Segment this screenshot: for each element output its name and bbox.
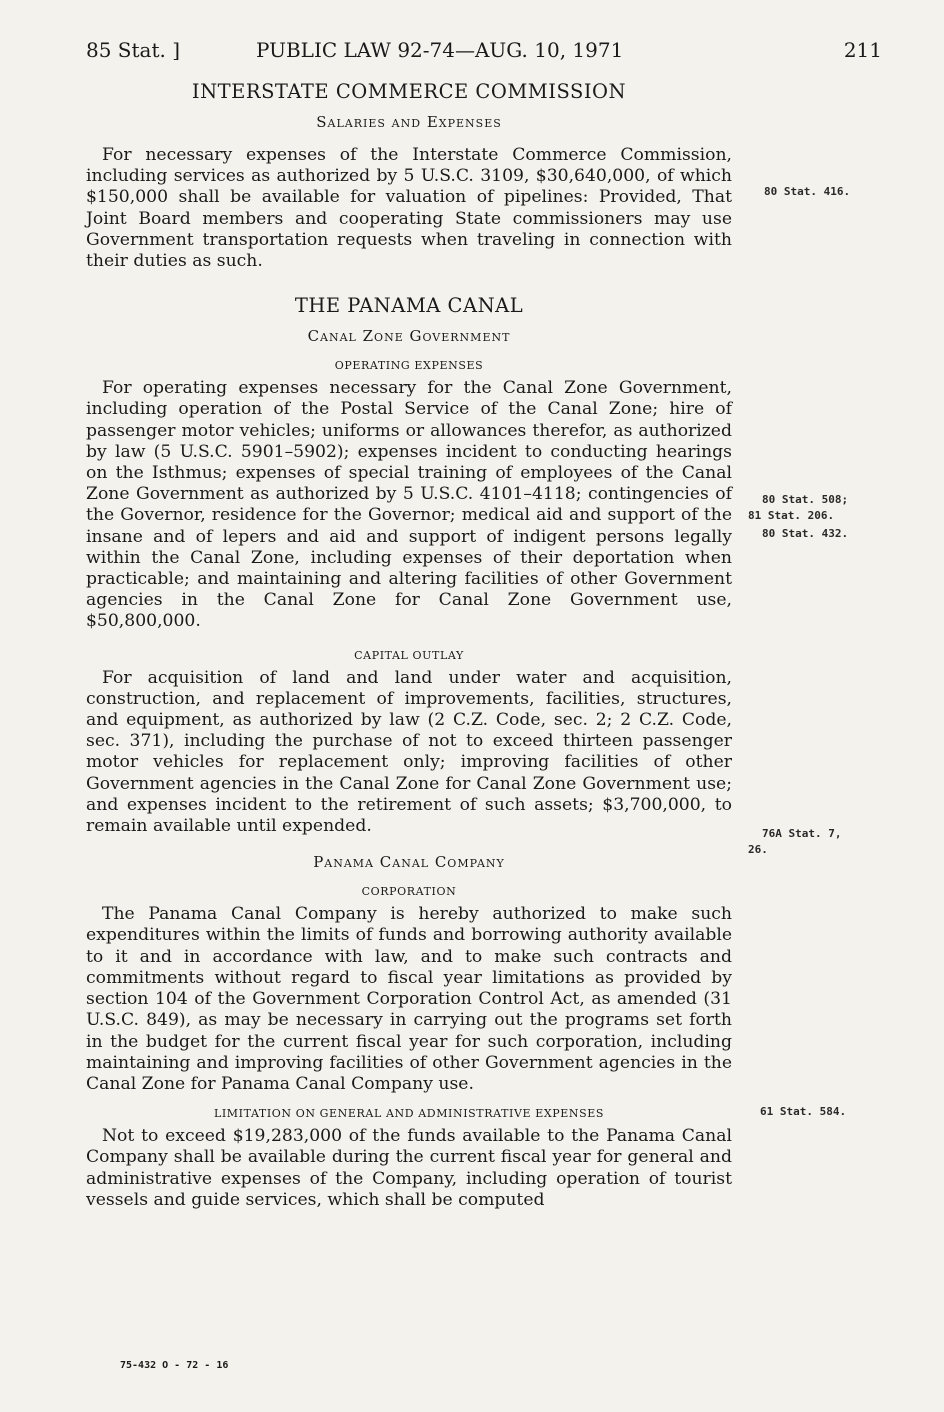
page-header — [86, 38, 882, 68]
capital-paragraph: For acquisition of land and land under water and acquisition, construction, and replacement of improvements, facilities, structures, and equipment, as authorized by law (2 C.Z. Code, sec. 2; 2 C.Z. Code, sec. 371), including the purchase of not to exceed thirteen passenger motor vehicles for replacement only; improving facilities of other Government agencies in the Canal Zone for Canal Zone Government use; and expenses incident to the retirement of such assets; $3,700,000, to remain available until expended. — [86, 667, 732, 837]
margin-note: 81 Stat. 206. — [748, 509, 835, 522]
margin-note: 80 Stat. 416. — [764, 185, 851, 198]
margin-note: 26. — [748, 843, 768, 856]
corporation-heading: CORPORATION — [361, 885, 457, 899]
icc-subheading: Salaries and Expenses — [316, 113, 502, 131]
margin-note: 80 Stat. 508; — [762, 493, 849, 506]
header-stat-ref: 85 Stat. ] — [86, 38, 181, 62]
margin-note: 61 Stat. 584. — [760, 1105, 847, 1118]
pcc-subheading: Panama Canal Company — [313, 853, 505, 872]
main-text — [86, 80, 732, 1211]
limitation-paragraph: Not to exceed $19,283,000 of the funds available to the Panama Canal Company shall be available during the current fiscal year for general and administrative expenses of the Company, including operation of tourist vessels and guide services, which shall be computed — [86, 1126, 732, 1210]
icc-paragraph: For necessary expenses of the Interstate Commerce Commission, including services as authorized by 5 U.S.C. 3109, $30,640,000, of which $150,000 shall be available for valuation of pipelines: Provided, That Joint Board members and cooperating State commissioners may use Government transportation requests when traveling in connection with their duties as such. — [86, 145, 732, 272]
header-title: PUBLIC LAW 92-74—AUG. 10, 1971 — [256, 38, 624, 62]
page-number: 211 — [843, 38, 882, 62]
limitation-heading: LIMITATION ON GENERAL AND ADMINISTRATIVE EXPENSES — [213, 1107, 605, 1121]
corporation-paragraph: The Panama Canal Company is hereby authorized to make such expenditures within the limits of funds and borrowing authority available to it and in accordance with law, and to make such contracts and commitments without regard to fiscal year limitations as provided by section 104 of the Government Corporation Control Act, as amended (31 U.S.C. 849), as may be necessary in carrying out the programs set forth in the budget for the current fiscal year for such corporation, including maintaining and improving facilities of other Government agencies in the Canal Zone for Panama Canal Company use. — [86, 904, 732, 1094]
capital-heading: CAPITAL OUTLAY — [354, 648, 464, 662]
margin-note: 76A Stat. 7, — [762, 827, 842, 840]
czg-subheading: Canal Zone Government — [307, 327, 511, 346]
panama-heading: THE PANAMA CANAL — [294, 294, 524, 318]
icc-heading: INTERSTATE COMMERCE COMMISSION — [191, 80, 627, 103]
margin-note: 80 Stat. 432. — [762, 527, 849, 540]
operating-paragraph: For operating expenses necessary for the Canal Zone Government, including operation of the Postal Service of the Canal Zone; hire of passenger motor vehicles; uniforms or allowances therefor, as authorized by law (5 U.S.C. 5901–5902); expenses incident to conducting hearings on the Isthmus; expenses of special training of employees of the Canal Zone Government as authorized by 5 U.S.C. 4101–4118; contingencies of the Governor, residence for the Governor; medical aid and support of the insane and of lepers and aid and support of indigent persons legally within the Canal Zone, including expenses of their deportation when practicable; and maintaining and altering facilities of other Government agencies in the Canal Zone for Canal Zone Government use, $50,800,000. — [86, 378, 732, 632]
operating-heading: OPERATING EXPENSES — [334, 359, 484, 373]
print-code: 75-432 O - 72 - 16 — [120, 1360, 229, 1371]
